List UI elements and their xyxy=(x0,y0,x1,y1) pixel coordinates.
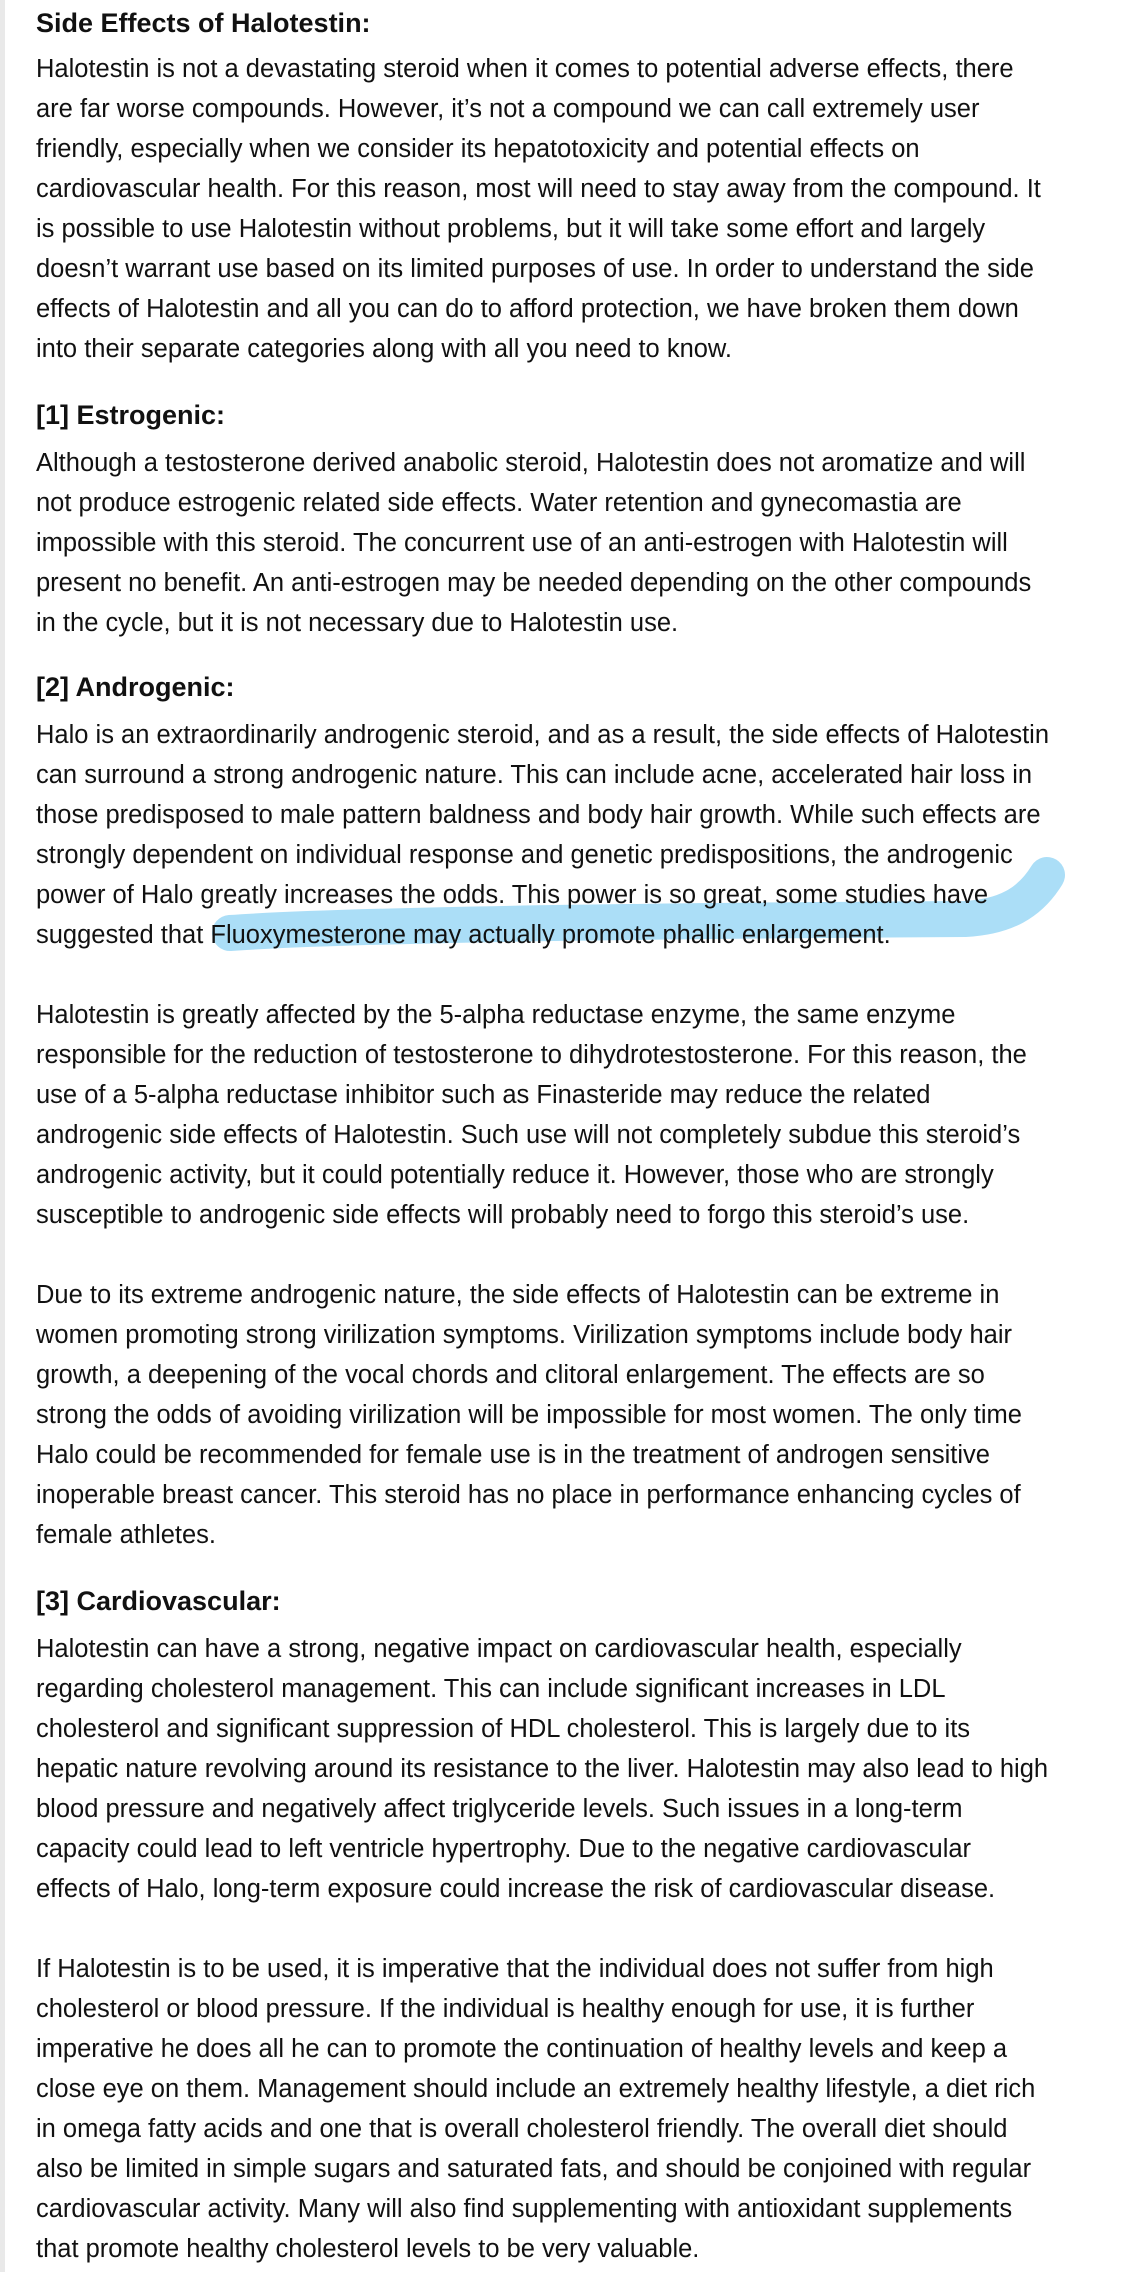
section-heading-androgenic: [2] Androgenic: xyxy=(36,672,235,702)
paragraph-line: not produce estrogenic related side effects. Water retention and gynecomastia are xyxy=(36,489,962,517)
paragraph-line: If Halotestin is to be used, it is imperative that the individual does not suffer from high xyxy=(36,1955,994,1983)
paragraph-androgenic-3 xyxy=(36,1275,1126,1555)
paragraph-line: power of Halo greatly increases the odds. This power is so great, some studies have xyxy=(36,881,989,909)
paragraph-line: strongly dependent on individual response and genetic predispositions, the androgenic xyxy=(36,841,1013,869)
paragraph-line: doesn’t warrant use based on its limited purposes of use. In order to understand the side xyxy=(36,255,1034,283)
paragraph-cardiovascular-1 xyxy=(36,1629,1126,1909)
paragraph-line: regarding cholesterol management. This can include significant increases in LDL xyxy=(36,1675,946,1703)
paragraph-line: Halotestin is not a devastating steroid when it comes to potential adverse effects, there xyxy=(36,55,1014,83)
paragraph-line: into their separate categories along with all you need to know. xyxy=(36,335,733,363)
paragraph-line: Halotestin is greatly affected by the 5-alpha reductase enzyme, the same enzyme xyxy=(36,1001,956,1029)
paragraph-intro xyxy=(36,49,1116,369)
paragraph-line: cardiovascular activity. Many will also find supplementing with antioxidant supplements xyxy=(36,2195,1013,2223)
paragraph-line: strong the odds of avoiding virilization will be impossible for most women. The only time xyxy=(36,1401,1022,1429)
paragraph-line: inoperable breast cancer. This steroid has no place in performance enhancing cycles of xyxy=(36,1481,1021,1509)
paragraph-line: effects of Halo, long-term exposure could increase the risk of cardiovascular disease. xyxy=(36,1875,996,1903)
paragraph-line: androgenic side effects of Halotestin. Such use will not completely subdue this steroid’s xyxy=(36,1121,1021,1149)
paragraph-line: also be limited in simple sugars and saturated fats, and should be conjoined with regular xyxy=(36,2155,1032,2183)
paragraph-line: in omega fatty acids and one that is overall cholesterol friendly. The overall diet should xyxy=(36,2115,1008,2143)
paragraph-line: capacity could lead to left ventricle hypertrophy. Due to the negative cardiovascular xyxy=(36,1835,972,1863)
paragraph-line: androgenic activity, but it could potentially reduce it. However, those who are strongly xyxy=(36,1161,994,1189)
paragraph-line: cholesterol or blood pressure. If the individual is healthy enough for use, it is further xyxy=(36,1995,975,2023)
paragraph-line: growth, a deepening of the vocal chords and clitoral enlargement. The effects are so xyxy=(36,1361,985,1389)
paragraph-line: responsible for the reduction of testosterone to dihydrotestosterone. For this reason, the xyxy=(36,1041,1027,1069)
paragraph-line: those predisposed to male pattern baldness and body hair growth. While such effects are xyxy=(36,801,1041,829)
paragraph-line: susceptible to androgenic side effects will probably need to forgo this steroid’s use. xyxy=(36,1201,970,1229)
paragraph-line: that promote healthy cholesterol levels to be very valuable. xyxy=(36,2235,700,2263)
paragraph-line: suggested that Fluoxymesterone may actually promote phallic enlargement. xyxy=(36,921,891,949)
paragraph-line: in the cycle, but it is not necessary due to Halotestin use. xyxy=(36,609,679,637)
paragraph-line: Due to its extreme androgenic nature, the side effects of Halotestin can be extreme in xyxy=(36,1281,1000,1309)
paragraph-line: Halo is an extraordinarily androgenic steroid, and as a result, the side effects of Halotestin xyxy=(36,721,1050,749)
paragraph-line: women promoting strong virilization symptoms. Virilization symptoms include body hair xyxy=(36,1321,1012,1349)
paragraph-line: blood pressure and negatively affect triglyceride levels. Such issues in a long-term xyxy=(36,1795,963,1823)
paragraph-androgenic-1 xyxy=(36,715,1126,955)
paragraph-line: Although a testosterone derived anabolic steroid, Halotestin does not aromatize and will xyxy=(36,449,1026,477)
paragraph-line: Halo could be recommended for female use is in the treatment of androgen sensitive xyxy=(36,1441,990,1469)
paragraph-line: is possible to use Halotestin without problems, but it will take some effort and largely xyxy=(36,215,986,243)
paragraph-line: are far worse compounds. However, it’s not a compound we can call extremely user xyxy=(36,95,980,123)
paragraph-line: cholesterol and significant suppression of HDL cholesterol. This is largely due to its xyxy=(36,1715,971,1743)
paragraph-line: close eye on them. Management should include an extremely healthy lifestyle, a diet rich xyxy=(36,2075,1036,2103)
paragraph-androgenic-2 xyxy=(36,995,1126,1235)
section-heading-cardiovascular: [3] Cardiovascular: xyxy=(36,1586,281,1616)
paragraph-line: use of a 5-alpha reductase inhibitor such as Finasteride may reduce the related xyxy=(36,1081,931,1109)
paragraph-line: imperative he does all he can to promote the continuation of healthy levels and keep a xyxy=(36,2035,1008,2063)
section-heading-main: Side Effects of Halotestin: xyxy=(36,8,371,38)
paragraph-line: effects of Halotestin and all you can do to afford protection, we have broken them down xyxy=(36,295,1019,323)
paragraph-line: can surround a strong androgenic nature. This can include acne, accelerated hair loss in xyxy=(36,761,1033,789)
paragraph-line: hepatic nature revolving around its resistance to the liver. Halotestin may also lead to high xyxy=(36,1755,1049,1783)
paragraph-cardiovascular-2 xyxy=(36,1949,1126,2269)
paragraph-line: cardiovascular health. For this reason, most will need to stay away from the compound. It xyxy=(36,175,1041,203)
section-heading-estrogenic: [1] Estrogenic: xyxy=(36,400,226,430)
paragraph-line: friendly, especially when we consider its hepatotoxicity and potential effects on xyxy=(36,135,920,163)
paragraph-line: female athletes. xyxy=(36,1521,217,1549)
paragraph-line: Halotestin can have a strong, negative impact on cardiovascular health, especially xyxy=(36,1635,962,1663)
paragraph-estrogenic xyxy=(36,443,1116,643)
paragraph-line: present no benefit. An anti-estrogen may be needed depending on the other compounds xyxy=(36,569,1032,597)
paragraph-line: impossible with this steroid. The concurrent use of an anti-estrogen with Halotestin will xyxy=(36,529,1008,557)
